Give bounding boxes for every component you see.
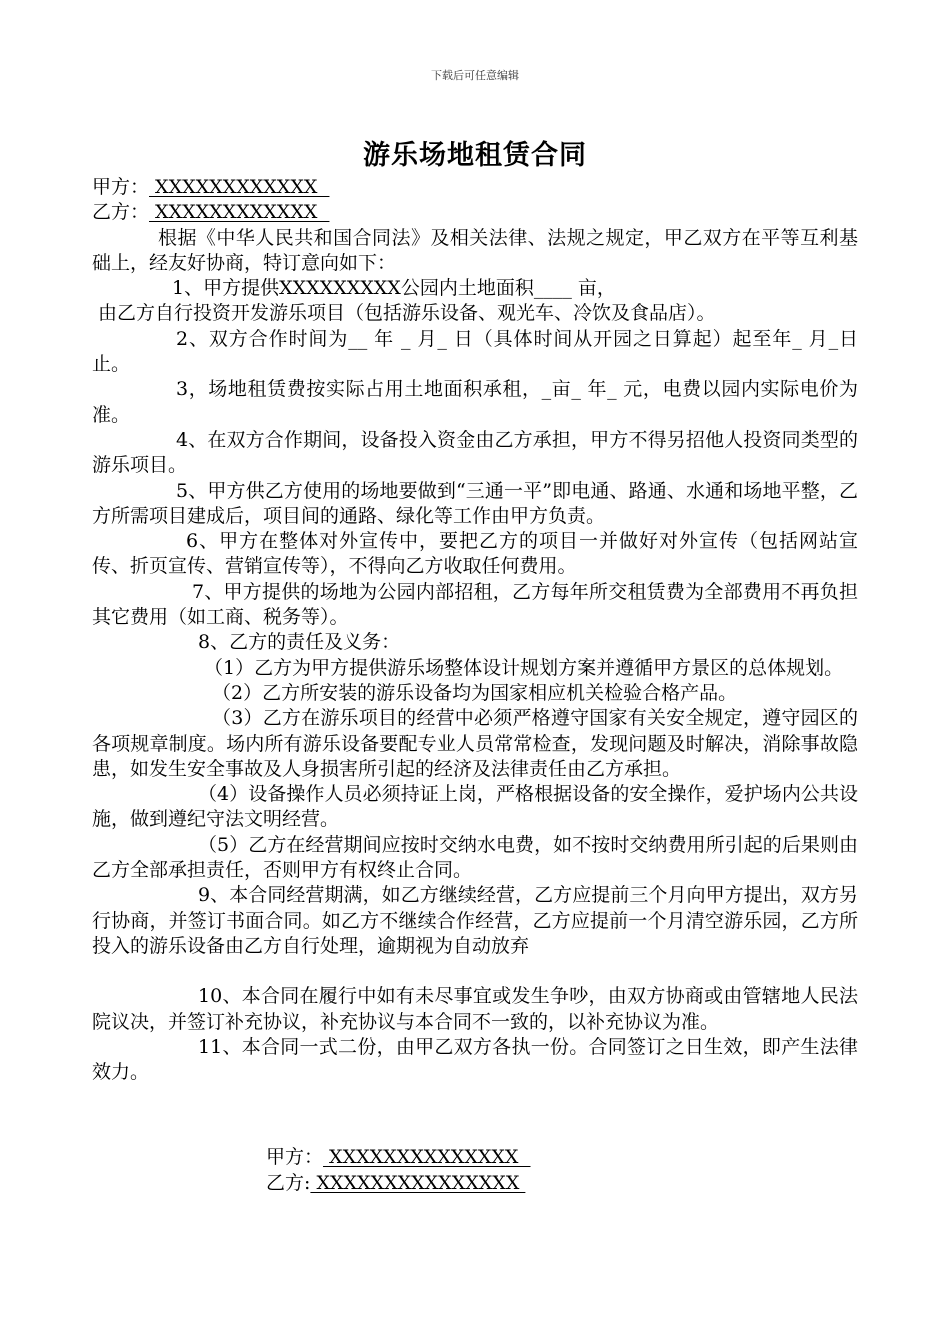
clause-6: 6、甲方在整体对外宣传中，要把乙方的项目一并做好对外宣传（包括网站宣传、折页宣传、营销宣传等），不得向乙方收取任何费用。: [92, 530, 858, 578]
page-title: 游乐场地租赁合同: [363, 140, 587, 171]
clause-1-line-2: 由乙方自行投资开发游乐项目（包括游乐设备、观光车、冷饮及食品店）。: [98, 302, 716, 325]
clause-10: 10、本合同在履行中如有未尽事宜或发生争吵，由双方协商或由管辖地人民法院议决，并签订补充协议，补充协议与本合同不一致的，以补充协议为准。: [92, 985, 858, 1033]
signature-block: [266, 1145, 531, 1196]
party-b-line: [92, 200, 858, 225]
party-a-label: 甲方：: [92, 176, 150, 198]
signature-a-label: 甲方：: [266, 1146, 324, 1168]
clause-8-item-5: （5）乙方在经营期间应按时交纳水电费，如不按时交纳费用所引起的后果则由乙方全部承担责任，否则甲方有权终止合同。: [92, 833, 858, 882]
party-b-value: XXXXXXXXXXXX: [149, 201, 330, 224]
header-note: 下载后可任意编辑: [431, 69, 519, 82]
clause-4: 4、在双方合作期间，设备投入资金由乙方承担，甲方不得另招他人投资同类型的游乐项目。: [92, 428, 858, 477]
clause-8: 8、乙方的责任及义务：: [198, 631, 401, 654]
clause-9: 9、本合同经营期满，如乙方继续经营，乙方应提前三个月向甲方提出，双方另行协商，并签订书面合同。如乙方不继续合作经营，乙方应提前一个月清空游乐园，乙方所投入的游乐设备由乙方自行处理，逾期视为自动放弃: [92, 884, 858, 957]
signature-b-label: 乙方:: [266, 1171, 311, 1194]
clause-8-item-4: （4）设备操作人员必须持证上岗，严格根据设备的安全操作，爱护场内公共设施，做到遵纪守法文明经营。: [92, 783, 858, 831]
clause-3: 3，场地租赁费按实际占用土地面积承租，_亩_ 年_ 元，电费以园内实际电价为准。: [92, 378, 858, 426]
contract-body: [92, 175, 858, 1085]
signature-b-value: XXXXXXXXXXXXXXX: [310, 1171, 526, 1194]
clause-5: 5、甲方供乙方使用的场地要做到“三通一平”即电通、路通、水通和场地平整，乙方所需项目建成后，项目间的通路、绿化等工作由甲方负责。: [92, 479, 858, 527]
clause-8-item-2: （2）乙方所安装的游乐设备均为国家相应机关检验合格产品。: [212, 681, 738, 704]
clause-11: 11、本合同一式二份，由甲乙双方各执一份。合同签订之日生效，即产生法律效力。: [92, 1035, 858, 1084]
party-a-line: [92, 175, 858, 200]
blank-line: [92, 959, 858, 984]
signature-a-value: XXXXXXXXXXXXXX: [323, 1146, 531, 1168]
clause-8-item-1: （1）乙方为甲方提供游乐场整体设计规划方案并遵循甲方景区的总体规划。: [204, 656, 844, 679]
clause-1-line-1: 1、甲方提供XXXXXXXXX公园内土地面积____ 亩，: [172, 277, 616, 300]
signature-party-b: [266, 1171, 531, 1197]
party-a-value: XXXXXXXXXXXX: [149, 176, 330, 198]
party-b-label: 乙方：: [92, 201, 150, 224]
clause-7: 7、甲方提供的场地为公园内部招租，乙方每年所交租赁费为全部费用不再负担其它费用（如工商、税务等）。: [92, 580, 858, 629]
clause-2: 2、双方合作时间为__ 年 _ 月_ 日（具体时间从开园之日算起）起至年_ 月_日止。: [92, 327, 858, 376]
clause-8-item-3: （3）乙方在游乐项目的经营中必须严格遵守国家有关安全规定，遵守园区的各项规章制度。场内所有游乐设备要配专业人员常常检查，发现问题及时解决，消除事故隐患，如发生安全事故及人身损害所引起的经济及法律责任由乙方承担。: [92, 707, 858, 780]
preamble: 根据《中华人民共和国合同法》及相关法律、法规之规定，甲乙双方在平等互利基础上，经友好协商，特订意向如下：: [92, 226, 858, 274]
signature-party-a: [266, 1145, 531, 1171]
